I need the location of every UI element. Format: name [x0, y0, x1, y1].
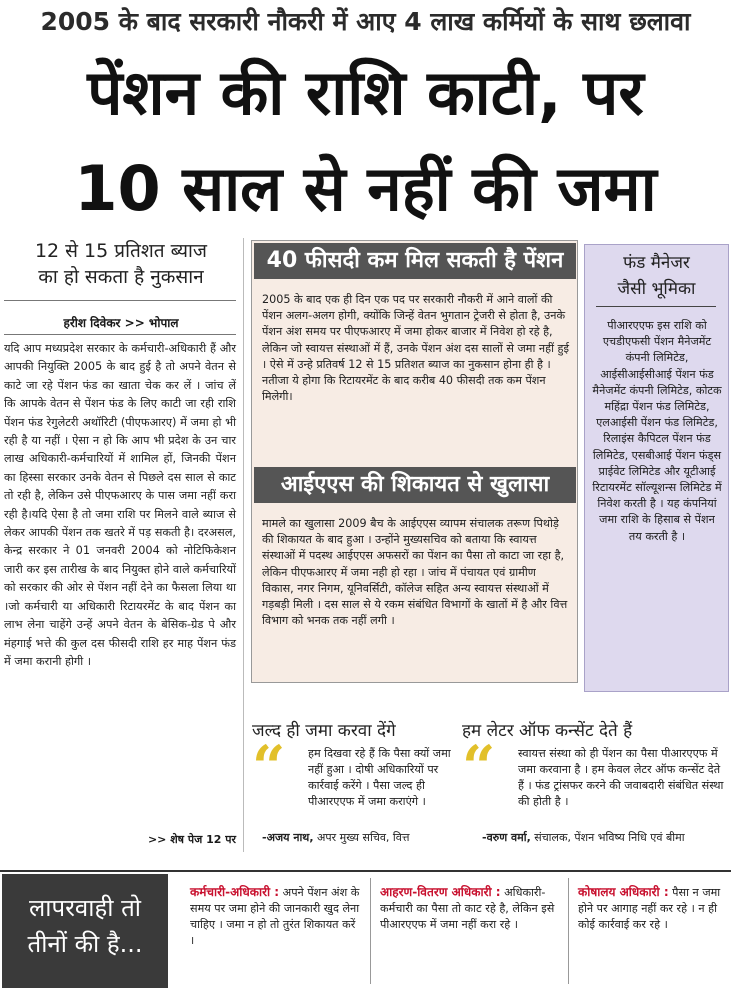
column-divider [568, 878, 569, 984]
footer-col-text: पैसा न जमा होने पर आगाह नहीं कर रहे । न ही कोई कार्रवाई कर रहे । [578, 886, 721, 931]
quote2-author [482, 830, 685, 845]
quote-mark-icon: “ [252, 733, 286, 801]
quote2-author-name: -वरुण वर्मा, [482, 831, 531, 844]
continued-on-page[interactable]: >> शेष पेज 12 पर [147, 833, 236, 846]
box2-text: मामले का खुलासा 2009 बैच के आईएएस व्यापम संचालक तरूण पिथोड़े की शिकायत के बाद हुआ । उन्होंने मुख्यसचिव को बताया कि स्वायत्त संस्थाओं में पदस्थ आईएएस अफसरों का पेंशन का पैसा तो काटा जा रहा है, लेकिन पीएफआरए में जमा नही हो रहा । जांच में पंचायत एवं ग्रामीण विकास, नगर निगम, यूनिवर्सिटी, कॉलेज सहित अन्य स्वायत्त संस्थाओं में गड़बड़ी मिली । दस साल से ये रकम संबंधित विभागों के खातों में है और वित्त विभाग को भनक तक नहीं लगी । [262, 517, 568, 628]
footer-callout [2, 874, 168, 988]
footer-col-title: आहरण-वितरण अधिकारी : [380, 885, 501, 899]
headline-line-2: 10 साल से नहीं की जमा [74, 152, 657, 225]
divider [596, 306, 716, 307]
quote1-author-role: अपर मुख्य सचिव, वित्त [313, 831, 410, 844]
column-divider [370, 878, 371, 984]
footer-callout-line-1: लापरवाही तो [29, 894, 141, 922]
divider [4, 300, 236, 301]
subhead-line-1: 12 से 15 प्रतिशत ब्याज [34, 240, 208, 262]
box2-heading: आईएएस की शिकायत से खुलासा [254, 467, 576, 503]
quote2-text: स्वायत्त संस्था को ही पेंशन का पैसा पीआरएएफ में जमा करवाना है । हम केवल लेटर ऑफ कन्सेंट देते हैं । फंड ट्रांसफर करने की जवाबदारी संबंधित संस्था की होती है । [518, 747, 724, 808]
footer-callout-line-2: तीनों की है... [27, 930, 143, 958]
quote1-text: हम दिखवा रहे हैं कि पैसा क्यों जमा नहीं हुआ । दोषी अधिकारियों पर कार्रवाई करेंगे । पैसा जल्द ही पीआरएएफ में जमा कराएंगे । [308, 747, 451, 808]
fund-manager-heading-line-1: फंड मैनेजर [623, 253, 690, 273]
quote-mark-icon: “ [462, 733, 496, 801]
quote1-title: जल्द ही जमा करवा देंगे [252, 721, 396, 741]
footer-col-title: कोषालय अधिकारी : [578, 885, 669, 899]
footer-col-text: अधिकारी-कर्मचारी का पैसा तो काट रहे है, लेकिन इसे पीआरएएफ में जमा नहीं करा रहे । [380, 886, 555, 931]
footer-col-drawing-officer [380, 884, 560, 996]
divider [4, 334, 236, 335]
lead-article-text: यदि आप मध्यप्रदेश सरकार के कर्मचारी-अधिकारी हैं और आपकी नियुक्ति 2005 के बाद हुई है तो अपने वेतन से काटे जा रहे पेंशन फंड का खाता चेक कर लें । जांच लें कि आपके वेतन से पेंशन फंड के लिए काटी जा रही राशि पेंशन फंड रेगुलेटरी अथॉरिटी (पीएफआरए) में जमा हो भी रही है या नहीं । ऐसा न हो कि आप भी प्रदेश के उन चार लाख अधिकारी-कर्मचारियों में शामिल हों, जिनकी पेंशन का हिस्सा सरकार उनके वेतन से पिछले दस साल से काट तो रही है, लेकिन उसे पीएफआरए के पास जमा नहीं करा रही है।यदि ऐसा है तो जमा राशि पर मिलने वाले ब्याज से लेकर आपकी पेंशन तक खतरे में पड़ सकती है। दरअसल, केन्द्र सरकार ने 01 जनवरी 2004 को नोटिफिकेशन जारी कर इस तारीख के बाद नियुक्त होने वाले कर्मचारियों को सरकार की ओर से पेंशन नहीं देने का फैसला लिया था ।जो कर्मचारी या अधिकारी रिटायरमेंट के बाद पेंशन का लाभ लेना चाहेंगे उन्हें अपने वेतन के बेसिक-ग्रेड पे और मंहगाई भत्ते की कुल दस फीसदी राशि हर माह पेंशन फंड में जमा करानी होगी । [4, 342, 236, 668]
subhead-line-2: का हो सकता है नुकसान [38, 266, 204, 288]
quote1-author [262, 830, 410, 845]
footer-col-title: कर्मचारी-अधिकारी : [190, 885, 280, 899]
kicker-line: 2005 के बाद सरकारी नौकरी में आए 4 लाख कर्मियों के साथ छलावा [40, 7, 691, 36]
footer-col-employee [190, 884, 362, 996]
fund-manager-heading [584, 250, 729, 302]
fund-manager-text: पीआरएएफ इस राशि को एचडीएफसी पेंशन मैनेजमेंट कंपनी लिमिटेड, आईसीआईसीआई पेंशन फंड मैनेजमेंट कंपनी लिमिटेड, कोटक महिंद्रा पेंशन फंड लिमिटेड, एलआईसी पेंशन फंड लिमिटेड, रिलाइंस कैपिटल पेंशन फंड लिमिटेड, एसबीआई पेंशन फंड्स प्राईवेट लिमिटेड और यूटीआई रिटायरमेंट सॉल्यूशन्स लिमिटेड में निवेश करती है । यह कंपनियां जमा राशि के हिसाब से पेंशन तय करती है । [592, 319, 722, 543]
column-divider [243, 238, 244, 852]
quote2-author-role: संचालक, पेंशन भविष्य निधि एवं बीमा [530, 831, 685, 844]
footer-col-treasury [578, 884, 726, 996]
byline: हरीश दिवेकर >> भोपाल [63, 316, 179, 330]
headline-line-1: पेंशन की राशि काटी, पर [87, 56, 644, 129]
subhead [6, 238, 236, 290]
footer-col-text: अपने पेंशन अंश के समय पर जमा होने की जानकारी खुद लेना चाहिए । जमा न हो तो तुरंत शिकायत करें । [190, 886, 360, 947]
quote1-author-name: -अजय नाथ, [262, 831, 314, 844]
box1-text: 2005 के बाद एक ही दिन एक पद पर सरकारी नौकरी में आने वालों की पेंशन अलग-अलग होगी, क्योंकि जिन्हें वेतन भुगतान ट्रेजरी से होता है, उनके पेंशन अंश समय पर पीएफआरए में जमा होकर बाजार में निवेश हो रहे है, लेकिन जो स्वायत्त संस्थाओं में हैं, उनके पेंशन अंश दस सालों से जमा नहीं हुई । ऐसे में उन्हे प्रतिवर्ष 12 से 15 प्रतिशत ब्याज का नुकसान होना ही है । नतीजा ये होगा कि रिटायरमेंट के बाद करीब 40 फीसदी तक कम पेंशन मिलेगी। [262, 293, 569, 404]
box1-heading: 40 फीसदी कम मिल सकती है पेंशन [254, 243, 576, 279]
quote2-title: हम लेटर ऑफ कन्सेंट देते हैं [462, 721, 633, 741]
fund-manager-heading-line-2: जैसी भूमिका [617, 279, 696, 299]
